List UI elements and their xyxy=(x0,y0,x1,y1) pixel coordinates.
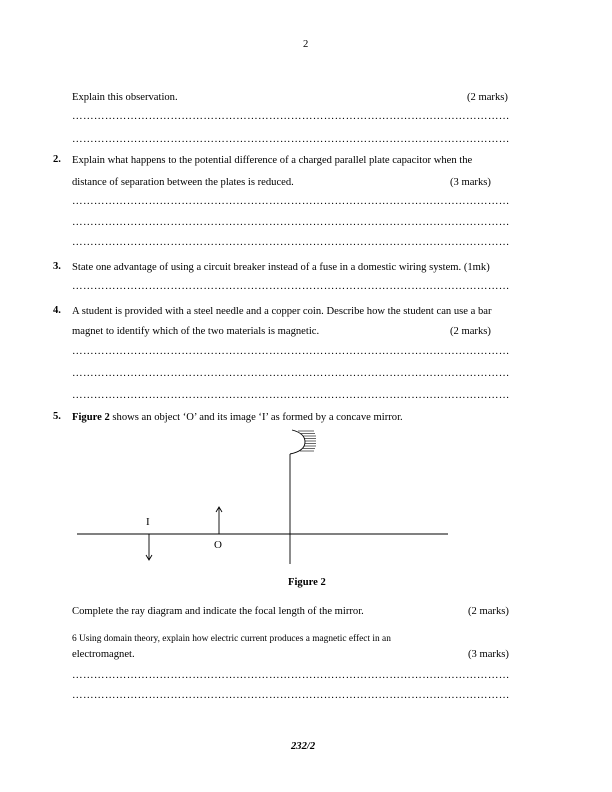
answer-line: ………………………………………………………………………………………………………… xyxy=(72,281,510,292)
q4-marks: (2 marks) xyxy=(450,326,491,337)
page-number: 2 xyxy=(303,39,309,50)
answer-line: ………………………………………………………………………………………………………… xyxy=(72,134,510,145)
q6-line1: 6 Using domain theory, explain how electric current produces a magnetic effect in an xyxy=(72,634,391,644)
footer-paper-code: 232/2 xyxy=(291,741,316,752)
q4-line2: magnet to identify which of the two materials is magnetic. xyxy=(72,326,320,337)
answer-line: ………………………………………………………………………………………………………… xyxy=(72,690,510,701)
q3-number: 3. xyxy=(53,261,61,272)
q4-line1: A student is provided with a steel needle and a copper coin. Describe how the student can use a bar xyxy=(72,306,492,317)
answer-line: ………………………………………………………………………………………………………… xyxy=(72,237,510,248)
q2-number: 2. xyxy=(53,154,61,165)
q1-text: Explain this observation. xyxy=(72,92,178,103)
q5-figure-ref: Figure 2 xyxy=(72,412,110,423)
q6-line2: electromagnet. xyxy=(72,649,135,660)
q2-line1: Explain what happens to the potential difference of a charged parallel plate capacitor when the xyxy=(72,155,473,166)
image-arrow xyxy=(146,534,152,560)
q5-instruction: Complete the ray diagram and indicate the focal length of the mirror. xyxy=(72,606,364,617)
image-label: I xyxy=(146,516,150,528)
q2-line2: distance of separation between the plates is reduced. xyxy=(72,177,294,188)
answer-line: ………………………………………………………………………………………………………… xyxy=(72,368,510,379)
q1-marks: (2 marks) xyxy=(467,92,508,103)
answer-line: ………………………………………………………………………………………………………… xyxy=(72,196,510,207)
q2-marks: (3 marks) xyxy=(450,177,491,188)
q5-number: 5. xyxy=(53,411,61,422)
answer-line: ………………………………………………………………………………………………………… xyxy=(72,346,510,357)
answer-line: ………………………………………………………………………………………………………… xyxy=(72,670,510,681)
answer-line: ………………………………………………………………………………………………………… xyxy=(72,390,510,401)
answer-line: ………………………………………………………………………………………………………… xyxy=(72,217,510,228)
q4-number: 4. xyxy=(53,305,61,316)
figure-caption: Figure 2 xyxy=(288,577,326,588)
answer-line: ………………………………………………………………………………………………………… xyxy=(72,111,510,122)
q5-marks: (2 marks) xyxy=(468,606,509,617)
q6-marks: (3 marks) xyxy=(468,649,509,660)
q3-text: State one advantage of using a circuit breaker instead of a fuse in a domestic wiring system. (1mk) xyxy=(72,262,490,273)
object-label: O xyxy=(214,539,222,551)
q5-text: shows an object ‘O’ and its image ‘I’ as formed by a concave mirror. xyxy=(109,412,403,423)
object-arrow xyxy=(216,507,222,534)
